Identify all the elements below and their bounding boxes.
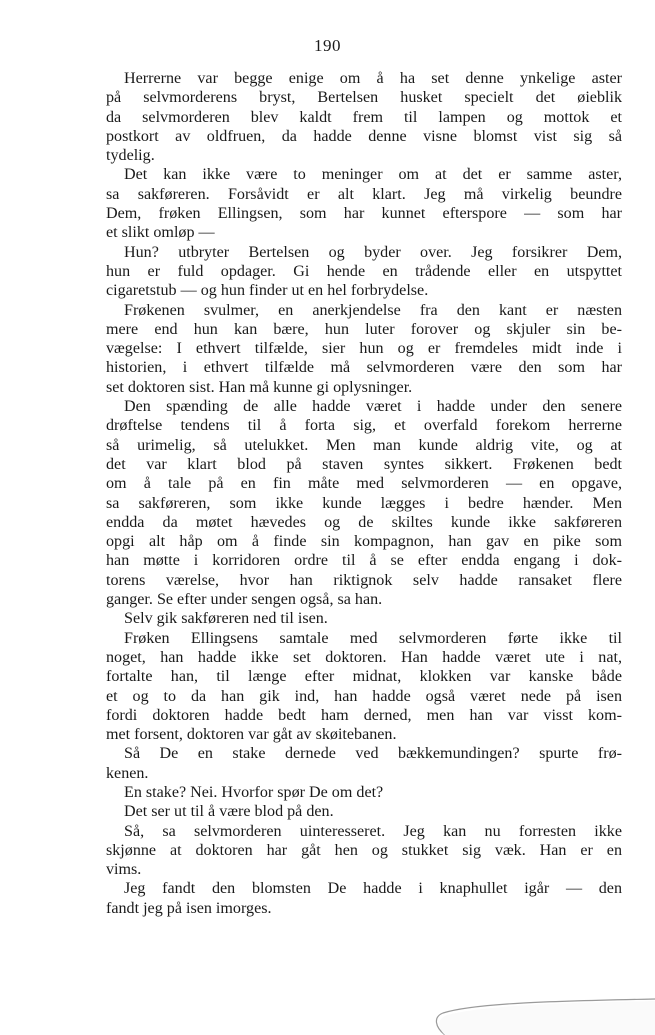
- text-line: endda da møtet hævedes og de skiltes kunde ikke sakføreren: [106, 513, 622, 531]
- text-line: opgi alt håp om å finde sin kompagnon, han gav en pike som: [106, 533, 622, 551]
- text-line: sa sakføreren. Forsåvidt er alt klart. Jeg må virkelig beundre: [106, 185, 622, 203]
- text-line: set doktoren sist. Han må kunne gi oplysninger.: [106, 378, 413, 396]
- text-line: det var klart blod på staven syntes sikkert. Frøkenen bedt: [106, 455, 622, 473]
- text-line: Herrerne var begge enige om å ha set denne ynkelige aster: [124, 70, 622, 87]
- page-number: 190: [314, 36, 341, 55]
- text-line: postkort av oldfruen, da hadde denne visne blomst vist sig så: [106, 127, 622, 145]
- text-line: vims.: [106, 861, 142, 879]
- text-line: mere end hun kan bære, hun luter forover og skjuler sin be-: [106, 320, 622, 338]
- text-line: Hun? utbryter Bertelsen og byder over. Jeg forsikrer Dem,: [124, 243, 622, 261]
- text-line: ganger. Se efter under sengen også, sa han.: [106, 591, 383, 609]
- text-line: En stake? Nei. Hvorfor spør De om det?: [124, 783, 384, 801]
- text-line: hun er fuld opdager. Gi hende en trådende eller en utspyttet: [106, 262, 622, 280]
- text-line: et slikt omløp —: [106, 224, 215, 242]
- text-line: et og to da han gik ind, han hadde også været nede på isen: [106, 687, 622, 705]
- text-line: tydelig.: [106, 147, 155, 165]
- text-line: da selvmorderen blev kaldt frem til lampen og mottok et: [106, 108, 622, 126]
- text-line: Selv gik sakføreren ned til isen.: [124, 610, 328, 628]
- text-line: fandt jeg på isen imorges.: [106, 899, 272, 917]
- text-line: vægelse: I ethvert tilfælde, sier hun og er fremdeles midt inde i: [106, 340, 622, 358]
- text-line: Det ser ut til å være blod på den.: [124, 803, 334, 821]
- text-line: Den spænding de alle hadde været i hadde under den senere: [124, 398, 622, 416]
- text-line: cigaretstub — og hun finder ut en hel forbrydelse.: [106, 282, 429, 300]
- text-line: Så, sa selvmorderen uinteresseret. Jeg kan nu forresten ikke: [124, 822, 622, 840]
- text-line: så urimelig, så utelukket. Men man kunde aldrig vite, og at: [106, 436, 622, 454]
- text-line: met forsent, doktoren var gåt av skøitebanen.: [106, 726, 397, 744]
- page-corner-curl: [415, 987, 655, 1035]
- text-line: torens værelse, hvor han riktignok selv hadde ransaket flere: [106, 571, 622, 589]
- text-line: Dem, frøken Ellingsen, som har kunnet efterspore — som har: [106, 205, 622, 223]
- text-line: på selvmorderens bryst, Bertelsen husket specielt det øieblik: [106, 89, 622, 107]
- text-line: skjønne at doktoren har gåt hen og stukket sig væk. Han er en: [106, 841, 622, 859]
- body-text: [106, 69, 622, 918]
- text-line: Frøken Ellingsens samtale med selvmorderen førte ikke til: [124, 629, 622, 647]
- text-line: Det kan ikke være to meninger om at det er samme aster,: [124, 166, 622, 184]
- text-line: drøftelse tendens til å forta sig, et overfald forekom herrerne: [106, 417, 622, 435]
- text-line: Jeg fandt den blomsten De hadde i knaphullet igår — den: [124, 880, 622, 898]
- text-line: Så De en stake dernede ved bækkemundingen? spurte frø-: [124, 745, 622, 763]
- text-line: kenen.: [106, 764, 149, 782]
- text-line: om å tale på en fin måte med selvmorderen — en opgave,: [106, 475, 622, 493]
- text-line: han møtte i korridoren ordre til å se efter endda engang i dok-: [106, 552, 622, 570]
- text-line: historien, i ethvert tilfælde må selvmorderen være den som har: [106, 359, 622, 377]
- text-line: sa sakføreren, som ikke kunde lægges i bedre hænder. Men: [106, 494, 622, 512]
- text-line: noget, han hadde ikke set doktoren. Han hadde været ute i nat,: [106, 648, 622, 666]
- text-line: fordi doktoren hadde bedt ham derned, men han var visst kom-: [106, 706, 622, 724]
- text-line: fortalte han, til længe efter midnat, klokken var kanske både: [106, 668, 622, 686]
- text-line: Frøkenen svulmer, en anerkjendelse fra den kant er næsten: [124, 301, 622, 319]
